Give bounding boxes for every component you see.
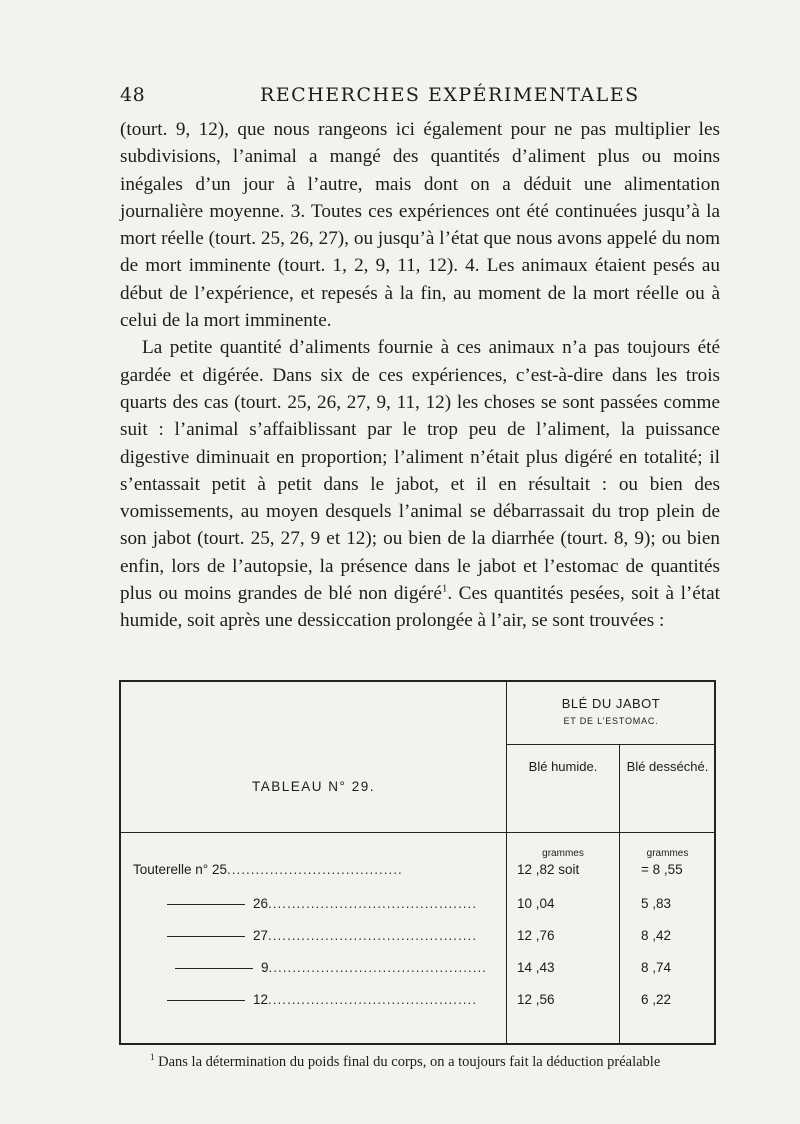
page-number: 48 [120,84,146,106]
table-row [121,896,716,920]
running-title: RECHERCHES EXPÉRIMENTALES [260,84,640,106]
paragraph-2-text: La petite quantité d’aliments fournie à ces animaux n’a pas toujours été gardée et digérée. Dans six de ces expériences, c’est-à-dire dans les trois quarts des cas (tourt. 25, 26, 27, 9, 11, 12) les choses se sont passées comme suit : l’animal s’affaiblissant par le trop peu de l’aliment, la puissance digestive diminuait en proportion; l’aliment n’était plus digéré en totalité; il s’entassait petit à petit dans le jabot, et il en résultait : ou bien des vomissements, au moyen desquels l’animal se débarrassait du trop plein de son jabot (tourt. 25, 27, 9 et 12); ou bien de la diarrhée (tourt. 8, 9); ou bien enfin, lors de l’autopsie, la présence dans le jabot et l’estomac de quantités plus ou moins grandes de blé non digéré [120,337,720,605]
row-label: 12............................................ [133,992,493,1007]
footnote [150,1052,730,1071]
row-label: 26............................................ [133,896,493,911]
cell-desseche: 6 ,22 [641,992,672,1007]
ditto-line [175,968,253,969]
cell-humide: 14 ,43 [517,960,555,975]
row-label: 9.............................................. [133,960,493,975]
row-label: 27............................................ [133,928,493,943]
paragraph-2-end: . Ces quantités pesées, soit à l’état humide, soit après une dessiccation prolongée à l’air, se sont trouvées : [120,583,720,632]
column-header-humide: Blé humide. [528,759,598,774]
data-table [119,680,716,1045]
page-header [120,84,720,110]
table-row [121,960,716,984]
body-text [120,116,720,635]
cell-desseche: 8 ,74 [641,960,672,975]
unit-label: grammes [542,848,584,859]
cell-humide: 10 ,04 [517,896,555,911]
footnote-ref: 1 [441,582,448,595]
cell-humide: 12 ,76 [517,928,555,943]
column-group-subtitle: ET DE L’ESTOMAC. [563,716,659,726]
table-row [121,992,716,1016]
table-rule [121,832,716,833]
unit-label: grammes [646,848,689,859]
cell-desseche: 8 ,42 [641,928,672,943]
paragraph-2 [120,334,720,634]
row-label: Touterelle n° 25..................................... [133,862,403,877]
ditto-line [167,904,245,905]
cell-humide: 12 ,82 soit [517,862,580,877]
cell-desseche: 5 ,83 [641,896,672,911]
paragraph-1: (tourt. 9, 12), que nous rangeons ici également pour ne pas multiplier les subdivisions, l’animal a mangé des quantités d’aliment plus ou moins inégales d’un jour à l’autre, mais dont on a déduit une alimentation journalière moyenne. 3. Toutes ces expériences ont été continuées jusqu’à la mort réelle (tourt. 25, 26, 27), ou jusqu’à l’état que nous avons appelé du nom de mort imminente (tourt. 1, 2, 9, 11, 12). 4. Les animaux étaient pesés au début de l’expérience, et repesés à la fin, au moment de la mort réelle ou à celui de la mort imminente. [120,119,720,332]
footnote-marker: 1 [150,1052,155,1062]
ditto-line [167,1000,245,1001]
cell-humide: 12 ,56 [517,992,555,1007]
ditto-line [167,936,245,937]
table-title: TABLEAU N° 29. [252,779,375,794]
table-row [121,862,716,886]
cell-desseche: = 8 ,55 [641,862,683,877]
column-header-desseche: Blé desséché. [626,759,709,774]
table-row [121,928,716,952]
table-rule [506,744,716,745]
footnote-text: Dans la détermination du poids final du corps, on a toujours fait la déduction préalable [158,1053,661,1070]
column-group-title: BLÉ DU JABOT [561,696,661,711]
